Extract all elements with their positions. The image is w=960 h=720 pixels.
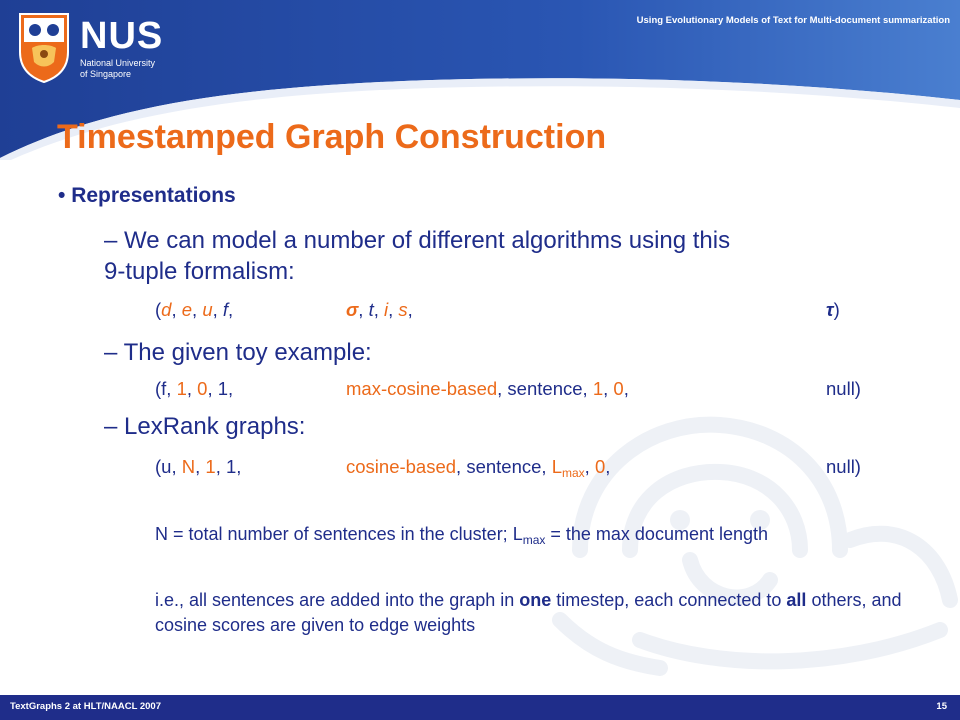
tuple-sep: , [171, 299, 182, 320]
footer-conference: TextGraphs 2 at HLT/NAACL 2007 [10, 701, 161, 712]
presentation-topic: Using Evolutionary Models of Text for Multi-document summarization [636, 15, 950, 26]
dash-item-2: – The given toy example: [104, 339, 372, 366]
toy-c6: max-cosine-based [346, 378, 498, 399]
note1-a: N = total number of sentences in the cluster; L [155, 524, 523, 544]
tuple-e: e [181, 299, 193, 320]
lex-c8-sub: max [562, 466, 585, 480]
tuple-sep: , [407, 299, 413, 320]
tuple-t: t [368, 299, 374, 320]
toy-c8: 1 [592, 378, 604, 399]
lex-c1: (u, [155, 456, 182, 477]
footer-bar [0, 695, 960, 720]
toy-c7: , sentence, [497, 378, 593, 399]
note2-c: timestep, each connected to [551, 590, 787, 610]
toy-c11: , [623, 378, 629, 399]
page-number: 15 [936, 701, 947, 712]
logo-subtitle-line1: National University [80, 58, 156, 68]
toy-c10: 0 [613, 378, 624, 399]
tuple-sep: , [212, 299, 223, 320]
tuple-sigma: σ [346, 299, 359, 320]
lex-c10: 0 [594, 456, 606, 477]
toy-part-1 [155, 378, 233, 400]
tuple-close: ) [833, 299, 840, 320]
lex-part-1 [155, 456, 241, 478]
note2-bold-all: all [786, 590, 807, 610]
toy-c9: , [603, 378, 614, 399]
note2-a: i.e., all sentences are added into the graph in [155, 590, 520, 610]
lex-c4: 1 [205, 456, 216, 477]
tuple-sep: , [192, 299, 203, 320]
toy-part-3: null) [826, 378, 861, 399]
lex-c7: , sentence, [456, 456, 552, 477]
lex-c6: cosine-based [346, 456, 457, 477]
slide-title: Timestamped Graph Construction [57, 118, 607, 156]
toy-part-2 [346, 378, 629, 400]
tuple-sep: , [388, 299, 399, 320]
note-explanation [155, 588, 915, 638]
tuple-f: f [222, 299, 229, 320]
tuple-open: ( [155, 299, 162, 320]
tuple-part-2 [346, 299, 413, 321]
lex-c9: , [584, 456, 595, 477]
tuple-sep: , [228, 299, 234, 320]
dash-item-1-line2: 9-tuple formalism: [104, 258, 295, 285]
logo-wordmark: NUS [80, 15, 164, 57]
dash-item-1-line1: – We can model a number of different algorithms using this [104, 227, 731, 254]
tuple-u: u [202, 299, 213, 320]
note1-sub: max [522, 533, 546, 547]
tuple-i: i [383, 299, 389, 320]
toy-c1: (f, [155, 378, 177, 399]
note1-b: = the max document length [545, 524, 769, 544]
tuple-part-3 [826, 299, 840, 321]
note-definition [155, 522, 915, 553]
note2-d: others, and cosine scores are given to edge weights [155, 590, 902, 635]
lex-c5: , 1, [215, 456, 242, 477]
tuple-sep: , [373, 299, 384, 320]
bullet-representations [58, 184, 236, 208]
toy-c3: , [186, 378, 198, 399]
logo-subtitle-line2: of Singapore [80, 69, 132, 79]
tuple-sep: , [358, 299, 369, 320]
toy-c5: , 1, [207, 378, 234, 399]
tuple-tau: τ [826, 299, 834, 320]
note2-bold-one: one [519, 590, 552, 610]
toy-c4: 0 [197, 378, 208, 399]
tuple-d: d [161, 299, 172, 320]
lex-c2: N [181, 456, 196, 477]
bullet-dot: • [58, 184, 72, 207]
lex-c3: , [195, 456, 206, 477]
tuple-part-1 [155, 299, 233, 321]
lex-c11: , [605, 456, 611, 477]
lex-part-3: null) [826, 456, 861, 477]
lex-part-2 [346, 456, 610, 480]
tuple-s: s [398, 299, 408, 320]
dash-item-3: – LexRank graphs: [104, 413, 306, 440]
toy-c2: 1 [176, 378, 187, 399]
lex-c8: L [551, 456, 562, 477]
bullet-text: Representations [71, 184, 236, 207]
